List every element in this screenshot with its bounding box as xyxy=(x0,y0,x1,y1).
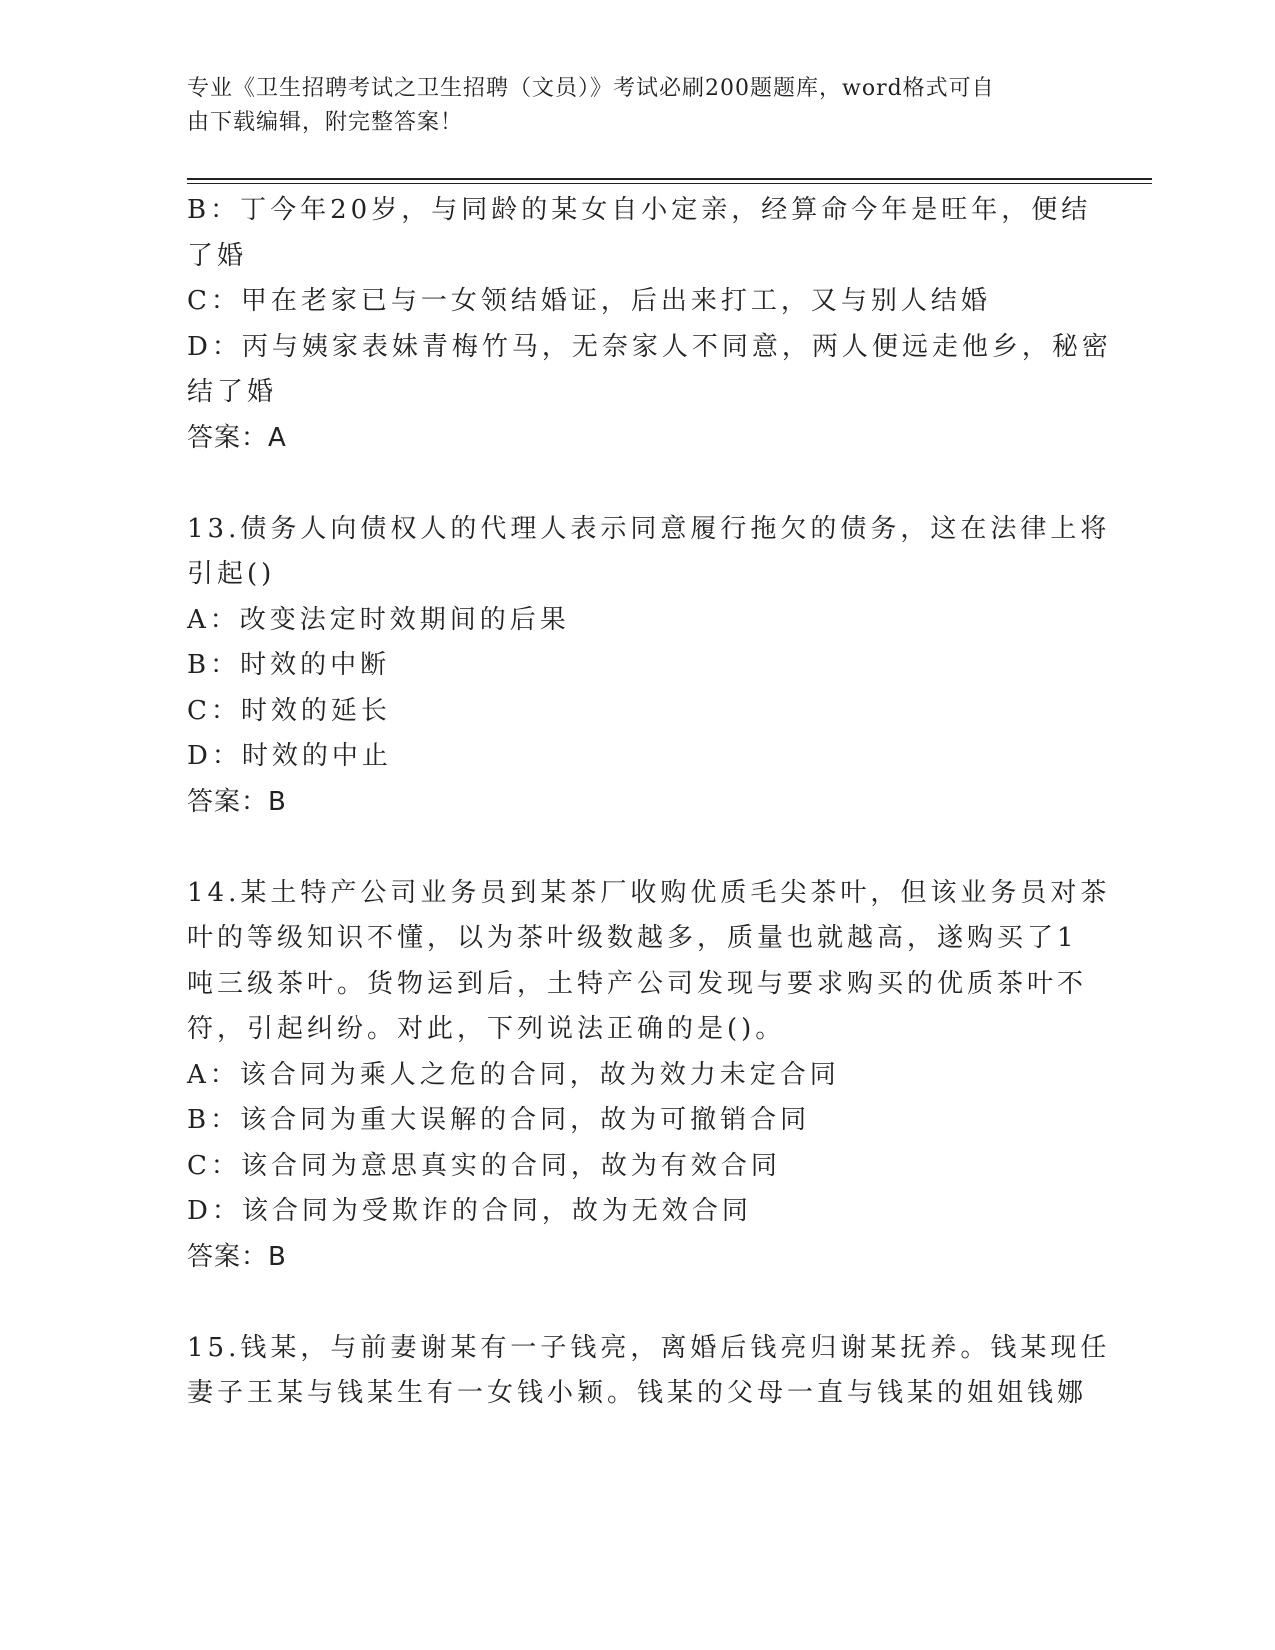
question-stem-line-1: 13.债务人向债权人的代理人表示同意履行拖欠的债务，这在法律上将 xyxy=(187,513,1111,544)
question-stem-line-2: 引起() xyxy=(187,559,276,589)
spacer xyxy=(187,1280,1077,1326)
question-stem-line-1: 15.钱某，与前妻谢某有一子钱亮，离婚后钱亮归谢某抚养。钱某现任 xyxy=(187,1332,1111,1363)
question-stem-line-2: 叶的等级知识不懂，以为茶叶级数越多，质量也就越高，遂购买了1 xyxy=(187,923,1078,953)
header-divider-thin xyxy=(187,183,1152,184)
question-stem-line-1: 14.某土特产公司业务员到某茶厂收购优质毛尖茶叶，但该业务员对茶 xyxy=(187,877,1111,908)
question-stem-line-4: 符，引起纠纷。对此，下列说法正确的是()。 xyxy=(187,1014,786,1044)
document-header xyxy=(187,72,1067,140)
question-14 xyxy=(187,871,1111,1281)
option-a: A：改变法定时效期间的后果 xyxy=(187,604,570,635)
question-15 xyxy=(187,1326,1111,1417)
answer: 答案：B xyxy=(187,1241,287,1272)
header-line-1: 专业《卫生招聘考试之卫生招聘（文员）》考试必刷200题题库，word格式可自 xyxy=(187,76,995,101)
spacer xyxy=(187,825,1077,871)
option-b: B：该合同为重大误解的合同，故为可撤销合同 xyxy=(187,1105,811,1135)
option-c: C：甲在老家已与一女领结婚证，后出来打工，又与别人结婚 xyxy=(187,286,991,316)
spacer xyxy=(187,461,1077,507)
question-stem-line-2: 妻子王某与钱某生有一女钱小颖。钱某的父母一直与钱某的姐姐钱娜 xyxy=(187,1378,1088,1408)
option-d-line-1: D：丙与姨家表妹青梅竹马，无奈家人不同意，两人便远走他乡，秘密 xyxy=(187,331,1112,362)
option-c: C：时效的延长 xyxy=(187,695,391,726)
option-b-line-1: B：丁今年20岁，与同龄的某女自小定亲，经算命今年是旺年，便结 xyxy=(187,195,1092,225)
option-b: B：时效的中断 xyxy=(187,650,391,680)
option-a: A：该合同为乘人之危的合同，故为效力未定合同 xyxy=(187,1059,840,1090)
answer: 答案：A xyxy=(187,422,287,453)
question-12-tail xyxy=(187,188,1112,461)
option-d: D：该合同为受欺诈的合同，故为无效合同 xyxy=(187,1196,752,1226)
document-body xyxy=(187,188,1112,1417)
option-d-line-2: 结了婚 xyxy=(187,377,278,407)
header-divider xyxy=(187,178,1152,180)
header-line-2: 由下载编辑，附完整答案！ xyxy=(187,110,464,135)
question-stem-line-3: 吨三级茶叶。货物运到后，土特产公司发现与要求购买的优质茶叶不 xyxy=(187,968,1088,999)
option-b-line-2: 了婚 xyxy=(187,240,248,271)
answer: 答案：B xyxy=(187,786,287,817)
question-13 xyxy=(187,507,1111,826)
option-c: C：该合同为意思真实的合同，故为有效合同 xyxy=(187,1150,781,1181)
option-d: D：时效的中止 xyxy=(187,741,392,771)
